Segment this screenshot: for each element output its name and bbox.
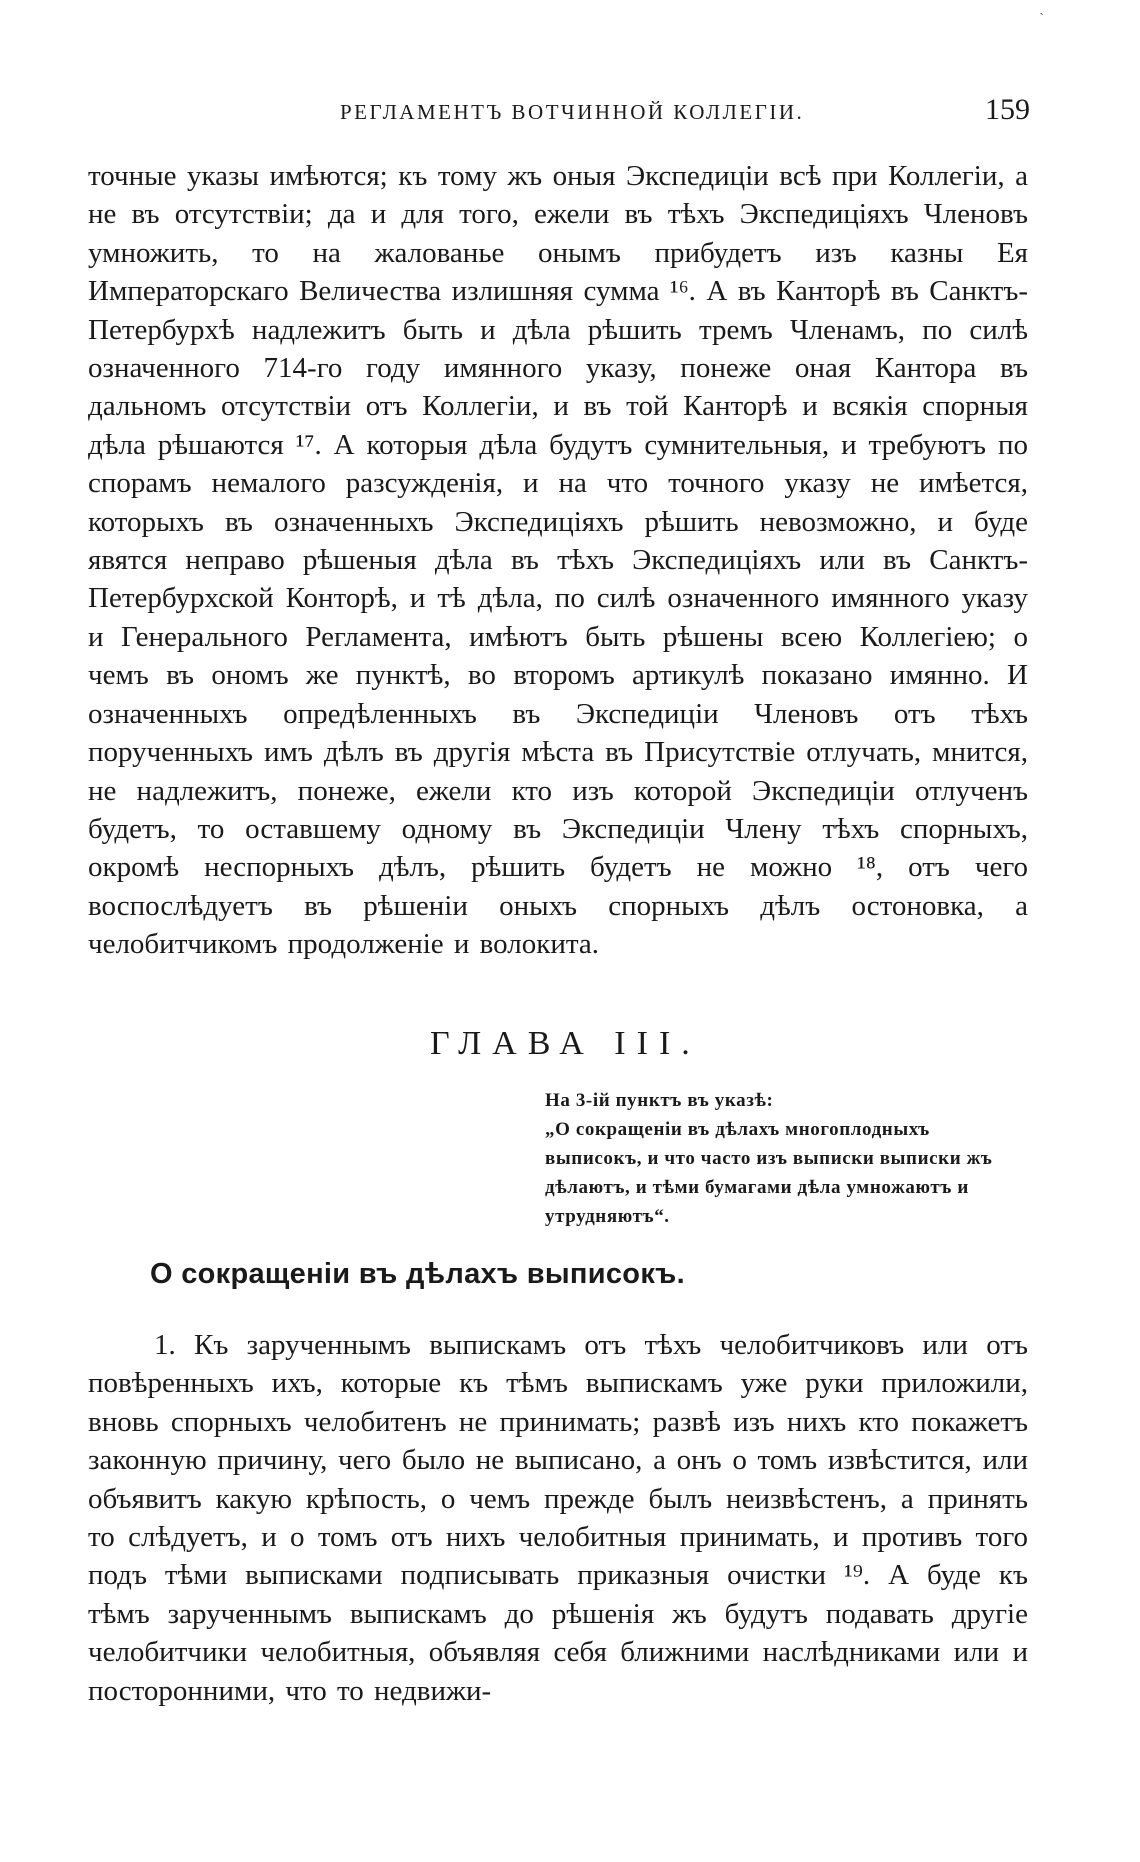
chapter-heading: ГЛАВА III.: [430, 1025, 701, 1062]
scan-mark: `: [1039, 10, 1044, 26]
page-number: 159: [985, 93, 1030, 126]
running-title: РЕГЛАМЕНТЪ ВОТЧИННОЙ КОЛЛЕГIИ.: [340, 100, 805, 124]
paragraph-1: 1. Къ зарученнымъ выпискамъ отъ тѣхъ челобитчиковъ или отъ повѣренныхъ ихъ, которые къ тѣмъ выпискамъ уже руки приложили, вновь спорныхъ челобитенъ не принимать; развѣ изъ нихъ кто покажетъ законную причину, чего было не выписано, а онъ о томъ извѣстится, или объявитъ какую крѣпость, о чемъ прежде былъ неизвѣстенъ, а принять то слѣдуетъ, и о томъ отъ нихъ челобитныя принимать, и противъ того подъ тѣми выписками подписывать приказныя очистки ¹⁹. А буде къ тѣмъ зарученнымъ выпискамъ до рѣшенiя жъ будутъ подавать другiе челобитчики челобитныя, объявляя себя ближними наслѣдниками или и посторонними, что то недвижи-: [88, 1329, 1028, 1707]
main-paragraph: точные указы имѣются; къ тому жъ оныя Экспедицiи всѣ при Коллегiи, а не въ отсутствiи; да и для того, ежели въ тѣхъ Экспедицiяхъ Членовъ умножить, то на жалованье онымъ прибудетъ изъ казны Ея Императорскаго Величества излишняя сумма ¹⁶. А въ Канторѣ въ Санктъ-Петербурхѣ надлежитъ быть и дѣла рѣшить тремъ Членамъ, по силѣ означенного 714-го году имянного указу, понеже оная Кантора въ дальномъ отсутствiи отъ Коллегiи, и въ той Канторѣ и всякiя спорныя дѣла рѣшаются ¹⁷. А которыя дѣла будутъ сумнительныя, и требуютъ по спорамъ немалого разсужденiя, и на что точного указу не имѣется, которыхъ въ означенныхъ Экспедицiяхъ рѣшить невозможно, и буде явятся неправо рѣшеныя дѣла въ тѣхъ Экспедицiяхъ или въ Санктъ-Петербурхской Конторѣ, и тѣ дѣла, по силѣ означенного имянного указу и Генерального Регламента, имѣютъ быть рѣшены всею Коллегiею; о чемъ въ ономъ же пунктѣ, во второмъ артикулѣ показано имянно. И означенныхъ опредѣленныхъ въ Экспедицiи Членовъ отъ тѣхъ порученныхъ имъ дѣлъ въ другiя мѣста въ Присутствiе отлучать, мнится, не надлежитъ, понеже, ежели кто изъ которой Экспедицiи отлученъ будетъ, то оставшему одному въ Экспедицiи Члену тѣхъ спорныхъ, окромѣ неспорныхъ дѣлъ, рѣшить будетъ не можно ¹⁸, отъ чего воспослѣдуетъ въ рѣшенiи оныхъ спорныхъ дѣлъ остоновка, а челобитчикомъ продолженiе и волокита.: [88, 160, 1028, 961]
side-note: [545, 1086, 1025, 1231]
side-note-quote: „О сокращенiи въ дѣлахъ многоплодныхъ выписокъ, и что часто изъ выписки выписки жъ дѣлаютъ, и тѣми бумагами дѣла умножаютъ и утрудняютъ“.: [545, 1119, 993, 1227]
section-heading: О сокращенiи въ дѣлахъ выписокъ.: [150, 1258, 685, 1290]
side-note-first-line: На 3-iй пунктъ въ указѣ:: [545, 1090, 774, 1111]
